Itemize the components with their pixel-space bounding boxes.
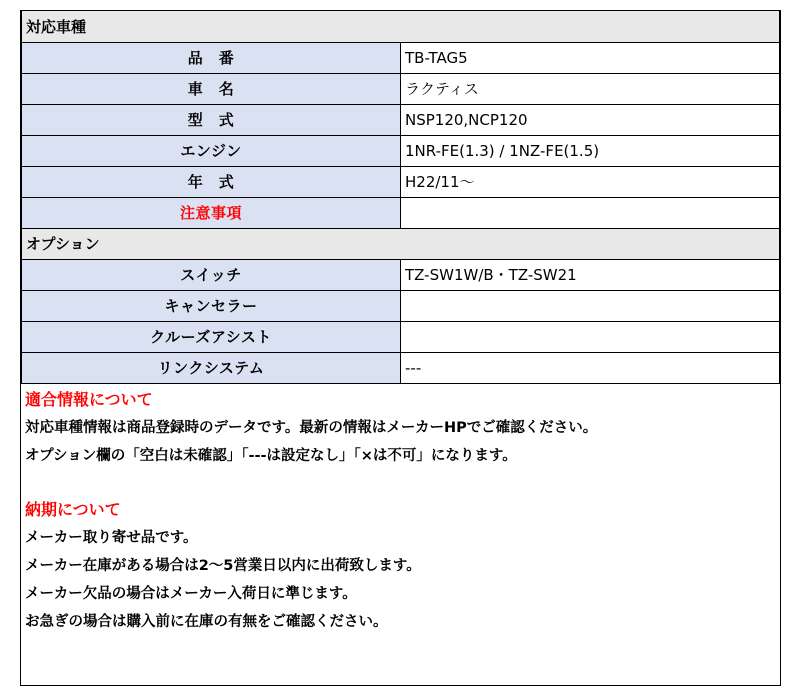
section-title-compat: 対応車種 (22, 11, 780, 42)
fit-info-line: オプション欄の「空白は未確認」「---は設定なし」「×は不可」になります。 (25, 447, 517, 464)
delivery-heading: 納期について (25, 499, 121, 519)
label-link-system: リンクシステム (22, 352, 401, 383)
fit-info-heading: 適合情報について (25, 389, 153, 409)
spacer (25, 470, 776, 496)
label-model-code: 型 式 (22, 104, 401, 135)
notes-section (21, 384, 780, 636)
table-row (22, 197, 780, 228)
table-row (22, 104, 780, 135)
table-row (22, 135, 780, 166)
value-switch: TZ-SW1W/B・TZ-SW21 (401, 259, 780, 290)
value-cruise-assist (401, 321, 780, 352)
table-row (22, 73, 780, 104)
value-link-system: --- (401, 352, 780, 383)
value-engine: 1NR-FE(1.3) / 1NZ-FE(1.5) (401, 135, 780, 166)
label-engine: エンジン (22, 135, 401, 166)
section-row-compat (22, 11, 780, 42)
table-row (22, 259, 780, 290)
delivery-line: メーカー取り寄せ品です。 (25, 529, 198, 546)
fit-info-line: 対応車種情報は商品登録時のデータです。最新の情報はメーカーHPでご確認ください。 (25, 419, 598, 436)
delivery-line: メーカー在庫がある場合は2～5営業日以内に出荷致します。 (25, 557, 421, 574)
value-canceller (401, 290, 780, 321)
compatibility-sheet (20, 10, 781, 686)
table-row (22, 352, 780, 383)
label-switch: スイッチ (22, 259, 401, 290)
table-row (22, 166, 780, 197)
spec-table (21, 11, 780, 384)
table-row (22, 290, 780, 321)
value-caution (401, 197, 780, 228)
delivery-line: お急ぎの場合は購入前に在庫の有無をご確認ください。 (25, 613, 388, 630)
value-part-number: TB-TAG5 (401, 42, 780, 73)
section-title-options: オプション (22, 228, 780, 259)
label-cruise-assist: クルーズアシスト (22, 321, 401, 352)
value-car-name: ラクティス (401, 73, 780, 104)
delivery-line: メーカー欠品の場合はメーカー入荷日に準じます。 (25, 585, 357, 602)
label-canceller: キャンセラー (22, 290, 401, 321)
table-row (22, 42, 780, 73)
label-car-name: 車 名 (22, 73, 401, 104)
section-row-options (22, 228, 780, 259)
value-model-year: H22/11～ (401, 166, 780, 197)
label-model-year: 年 式 (22, 166, 401, 197)
table-row (22, 321, 780, 352)
value-model-code: NSP120,NCP120 (401, 104, 780, 135)
label-part-number: 品 番 (22, 42, 401, 73)
label-caution: 注意事項 (22, 197, 401, 228)
